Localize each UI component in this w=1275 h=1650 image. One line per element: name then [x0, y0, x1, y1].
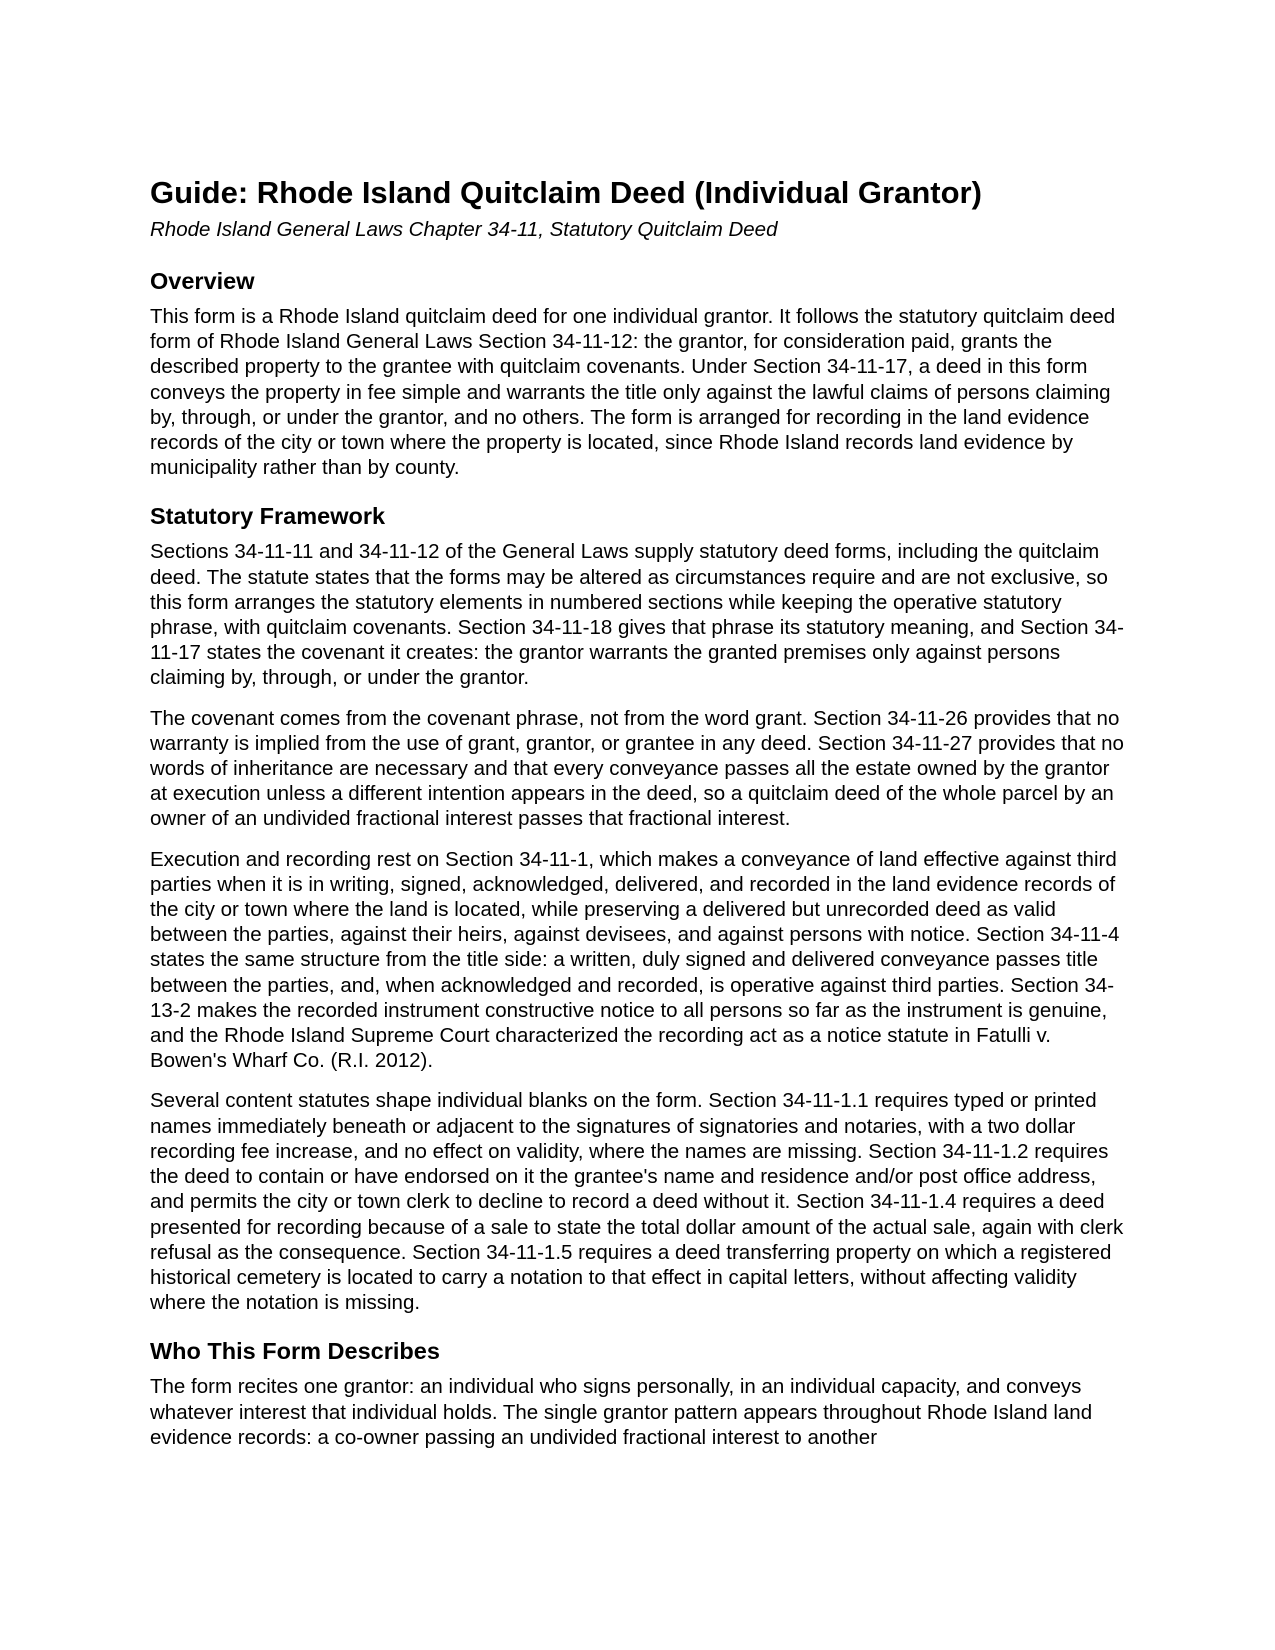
document-subtitle: Rhode Island General Laws Chapter 34-11, Statutory Quitclaim Deed: [150, 218, 778, 241]
section-statutory-framework: [150, 501, 1130, 1315]
paragraph: The form recites one grantor: an individual who signs personally, in an individual capacity, and conveys whatever interest that individual holds. The single grantor pattern appears throughout Rhode Island land evidence records: a co-owner passing an undivided fractional interest to another: [150, 1375, 1093, 1449]
document-page: [150, 174, 1130, 1471]
paragraph: Sections 34-11-11 and 34-11-12 of the General Laws supply statutory deed forms, including the quitclaim deed. The statute states that the forms may be altered as circumstances require and are not exclusive, so this form arranges the statutory elements in numbered sections while keeping the operative statutory phrase, with quitclaim covenants. Section 34-11-18 gives that phrase its statutory meaning, and Section 34-11-17 states the covenant it creates: the grantor warrants the granted premises only against persons claiming by, through, or under the grantor.: [150, 540, 1124, 690]
section-heading: Who This Form Describes: [150, 1338, 440, 1365]
section-who-this-form-describes: [150, 1336, 1130, 1450]
paragraph: Several content statutes shape individual blanks on the form. Section 34-11-1.1 requires typed or printed names immediately beneath or adjacent to the signatures of signatories and notaries, with a two dollar recording fee increase, and no effect on validity, where the names are missing. Section 34-11-1.2 requires the deed to contain or have endorsed on it the grantee's name and residence and/or post office address, and permits the city or town clerk to decline to record a deed without it. Section 34-11-1.4 requires a deed presented for recording because of a sale to state the total dollar amount of the actual sale, again with clerk refusal as the consequence. Section 34-11-1.5 requires a deed transferring property on which a registered historical cemetery is located to carry a notation to that effect in capital letters, without affecting validity where the notation is missing.: [150, 1089, 1124, 1315]
paragraph: This form is a Rhode Island quitclaim deed for one individual grantor. It follows the statutory quitclaim deed form of Rhode Island General Laws Section 34-11-12: the grantor, for consideration paid, grants the described property to the grantee with quitclaim covenants. Under Section 34-11-17, a deed in this form conveys the property in fee simple and warrants the title only against the lawful claims of persons claiming by, through, or under the grantor, and no others. The form is arranged for recording in the land evidence records of the city or town where the property is located, since Rhode Island records land evidence by municipality rather than by county.: [150, 305, 1116, 480]
paragraph: The covenant comes from the covenant phrase, not from the word grant. Section 34-11-26 provides that no warranty is implied from the use of grant, grantor, or grantee in any deed. Section 34-11-27 provides that no words of inheritance are necessary and that every conveyance passes all the estate owned by the grantor at execution unless a different intention appears in the deed, so a quitclaim deed of the whole parcel by an owner of an undivided fractional interest passes that fractional interest.: [150, 706, 1124, 831]
paragraph: Execution and recording rest on Section 34-11-1, which makes a conveyance of land effective against third parties when it is in writing, signed, acknowledged, delivered, and recorded in the land evidence records of the city or town where the land is located, while preserving a delivered but unrecorded deed as valid between the parties, against their heirs, against devisees, and against persons with notice. Section 34-11-4 states the same structure from the title side: a written, duly signed and delivered conveyance passes title between the parties, and, when acknowledged and recorded, is operative against third parties. Section 34-13-2 makes the recorded instrument constructive notice to all persons so far as the instrument is genuine, and the Rhode Island Supreme Court characterized the recording act as a notice statute in Fatulli v. Bowen's Wharf Co. (R.I. 2012).: [150, 847, 1120, 1073]
section-heading: Overview: [150, 268, 255, 294]
document-title: Guide: Rhode Island Quitclaim Deed (Individual Grantor): [150, 175, 982, 210]
section-overview: [150, 266, 1130, 480]
section-heading: Statutory Framework: [150, 503, 386, 530]
